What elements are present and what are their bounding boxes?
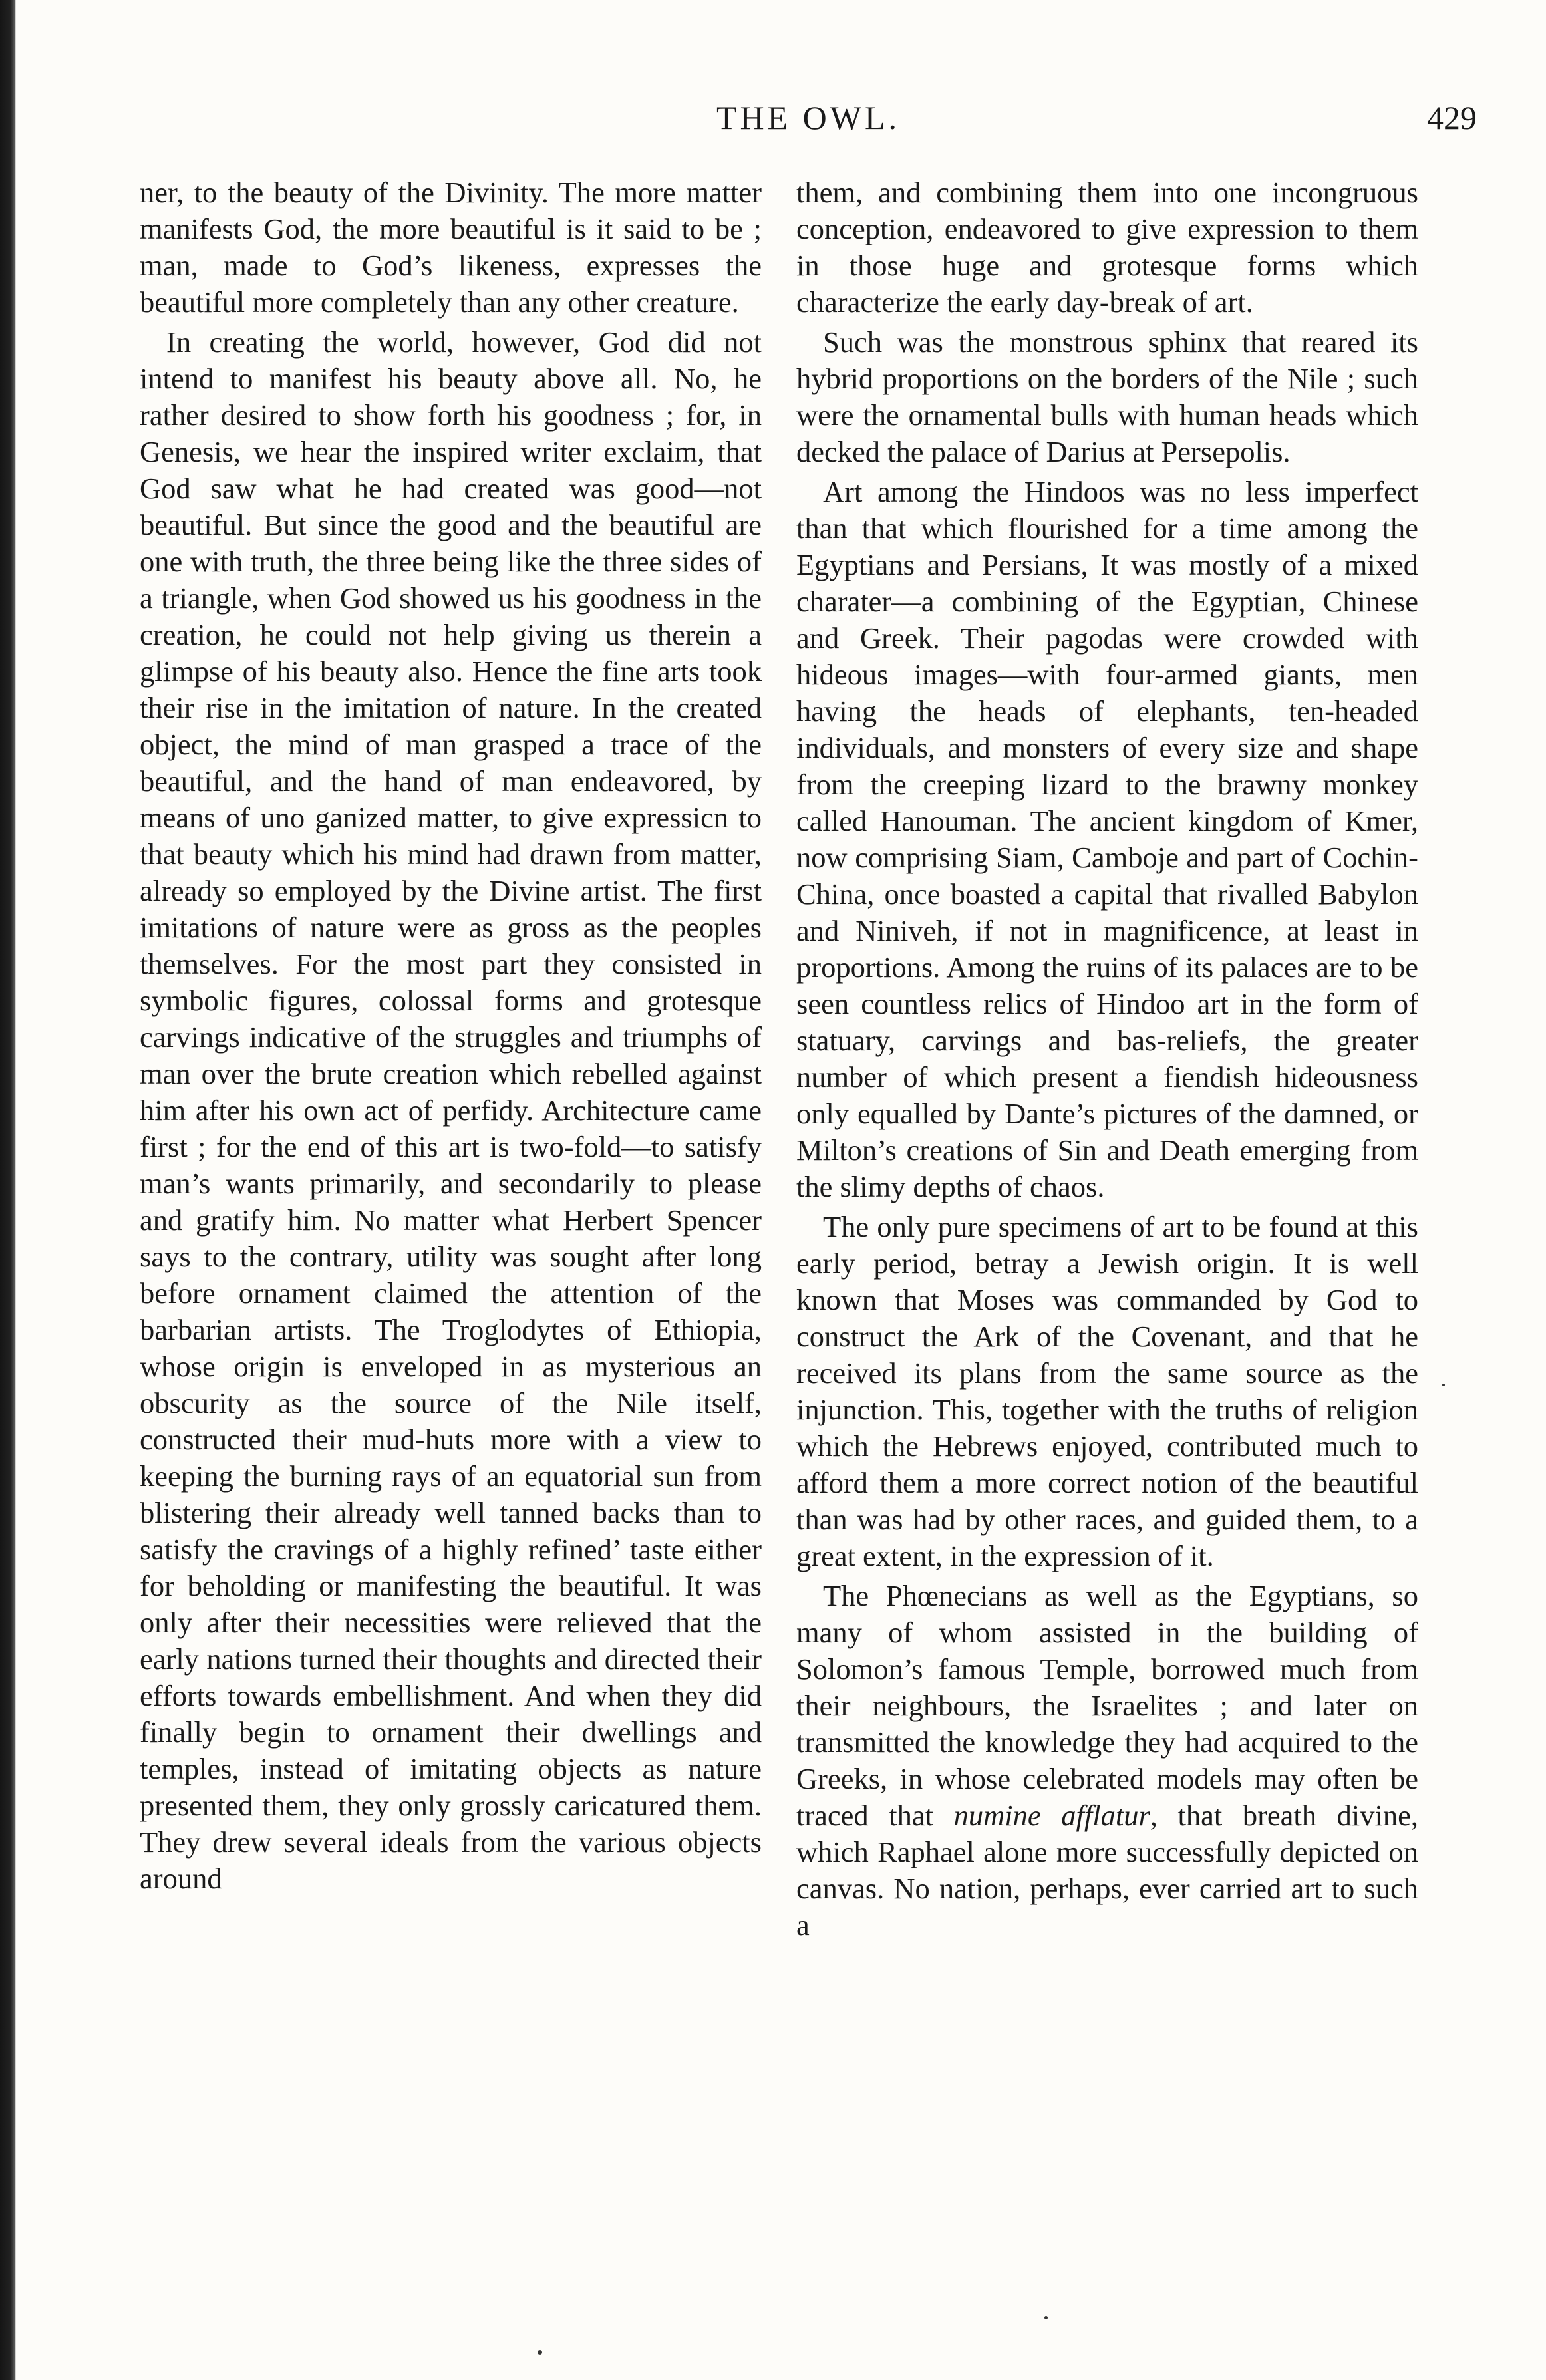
left-column xyxy=(140,174,762,1900)
print-speck xyxy=(538,2350,542,2355)
paragraph: ner, to the beauty of the Divinity. The more matter manifests God, the more beautiful is it said to be ; man, made to God’s likeness, expresses the beautiful more completely than any other creature. xyxy=(140,176,762,319)
paragraph-text: , that breath divine, which Raphael alone more successfully depicted on canvas. No nation, perhaps, ever carried art to such a xyxy=(796,1799,1418,1942)
paragraph: The only pure specimens of art to be found at this early period, betray a Jewish origin. It is well known that Moses was commanded by God to construct the Ark of the Covenant, and that he received its plans from the same source as the injunction. This, together with the truths of religion which the Hebrews enjoyed, contributed much to afford them a more correct notion of the beautiful than was had by other races, and guided them, to a great extent, in the expression of it. xyxy=(796,1210,1418,1572)
page-number: 429 xyxy=(1427,99,1477,136)
paragraph: Such was the monstrous sphinx that reared its hybrid proportions on the borders of the Nile ; such were the ornamental bulls with human heads which decked the palace of Darius at Persepolis. xyxy=(796,325,1418,468)
paragraph: In creating the world, however, God did not intend to manifest his beauty above all. No, he rather desired to show forth his goodness ; for, in Genesis, we hear the inspired writer exclaim, that God saw what he had created was good—not beautiful. But since the good and the beautiful are one with truth, the three being like the three sides of a triangle, when God showed us his goodness in the creation, he could not help giving us therein a glimpse of his beauty also. Hence the fine arts took their rise in the imitation of nature. In the created object, the mind of man grasped a trace of the beautiful, and the hand of man endeavored, by means of uno ganized matter, to give expressicn to that beauty which his mind had drawn from matter, already so employed by the Divine artist. The first imitations of nature were as gross as the peoples themselves. For the most part they consisted in symbolic figures, colossal forms and grotesque carvings indicative of the struggles and triumphs of man over the brute creation which rebelled against him after his own act of perfidy. Architecture came first ; for the end of this art is two-fold—to satisfy man’s wants primarily, and secondarily to please and gratify him. No matter what Herbert Spencer says to the contrary, utility was sought after long before ornament claimed the attention of the barbarian artists. The Troglodytes of Ethiopia, whose origin is enveloped in as mysterious an obscurity as the source of the Nile itself, constructed their mud-huts more with a view to keeping the burning rays of an equatorial sun from blistering their already well tanned backs than to satisfy the cravings of a highly refined’ taste either for beholding or manifesting the beautiful. It was only after their necessities were relieved that the early nations turned their thoughts and directed their efforts towards embellishment. And when they did finally begin to ornament their dwellings and temples, instead of imitating objects as nature presented them, they only grossly caricatured them. They drew several ideals from the various objects around xyxy=(140,325,762,1895)
print-speck xyxy=(1044,2316,1048,2319)
latin-phrase: numine afflatur xyxy=(953,1799,1150,1832)
right-column xyxy=(796,174,1418,1947)
running-title: THE OWL. xyxy=(716,99,901,136)
paragraph xyxy=(796,1578,1418,1944)
binding-shadow xyxy=(0,0,16,2380)
print-speck xyxy=(1442,1384,1445,1386)
paragraph: Art among the Hindoos was no less imperfect than that which flourished for a time among the Egyptians and Persians, It was mostly of a mixed charater—a combining of the Egyptian, Chinese and Greek. Their pagodas were crowded with hideous images—with four-armed giants, men having the heads of elephants, ten-headed individuals, and monsters of every size and shape from the creeping lizard to the brawny monkey called Hanouman. The ancient kingdom of Kmer, now comprising Siam, Camboje and part of Cochin-China, once boasted a capital that rivalled Babylon and Niniveh, if not in magnificence, at least in proportions. Among the ruins of its palaces are to be seen countless relics of Hindoo art in the form of statuary, carvings and bas-reliefs, the greater number of which present a fiendish hideousness only equalled by Dante’s pictures of the damned, or Milton’s creations of Sin and Death emerging from the slimy depths of chaos. xyxy=(796,475,1418,1203)
paragraph-text: The Phœnecians as well as the Egyptians, so many of whom assisted in the building of Solomon’s famous Temple, borrowed much from their neighbours, the Israelites ; and later on transmitted the knowledge they had acquired to the Greeks, in whose celebrated models may often be traced that xyxy=(796,1579,1418,1832)
running-head xyxy=(140,98,1477,145)
paragraph: them, and combining them into one incongruous conception, endeavored to give expression to them in those huge and grotesque forms which characterize the early day-break of art. xyxy=(796,176,1418,319)
